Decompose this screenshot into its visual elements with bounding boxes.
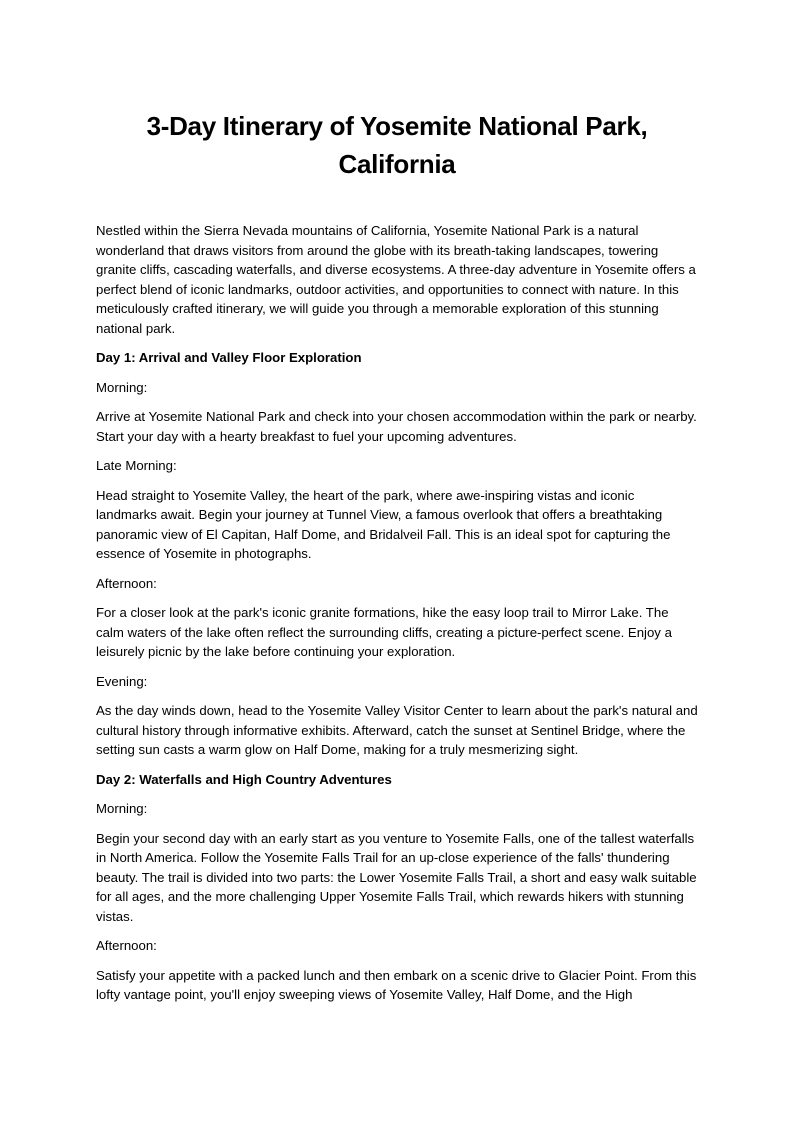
title-line-2: California bbox=[338, 149, 456, 179]
day1-morning-text: Arrive at Yosemite National Park and check into your chosen accommodation within the park or nearby. Start your day with a hearty breakfast to fuel your upcoming adventures. bbox=[96, 409, 697, 444]
day1-afternoon-text: For a closer look at the park's iconic granite formations, hike the easy loop trail to Mirror Lake. The calm waters of the lake often reflect the surrounding cliffs, creating a picture-perfect scene. Enjoy a leisurely picnic by the lake before continuing your exploration. bbox=[96, 605, 672, 659]
document-page bbox=[96, 0, 698, 1015]
day2-afternoon-label: Afternoon: bbox=[96, 938, 157, 953]
day1-morning-label: Morning: bbox=[96, 379, 148, 395]
day1-late-morning-label: Late Morning: bbox=[96, 458, 177, 473]
intro-paragraph: Nestled within the Sierra Nevada mountains of California, Yosemite National Park is a natural wonderland that draws visitors from around the globe with its breath-taking landscapes, towering granite cliffs, cascading waterfalls, and diverse ecosystems. A three-day adventure in Yosemite offers a perfect blend of iconic landmarks, outdoor activities, and opportunities to connect with nature. In this meticulously crafted itinerary, we will guide you through a memorable exploration of this stunning national park. bbox=[96, 223, 696, 336]
day1-evening-label: Evening: bbox=[96, 673, 148, 689]
day2-heading: Day 2: Waterfalls and High Country Adventures bbox=[96, 771, 392, 787]
day1-afternoon-label: Afternoon: bbox=[96, 575, 157, 591]
page-title bbox=[96, 0, 698, 183]
day2-afternoon-text: Satisfy your appetite with a packed lunch and then embark on a scenic drive to Glacier Point. From this lofty vantage point, you'll enjoy sweeping views of Yosemite Valley, Half Dome, and the High bbox=[96, 967, 697, 1002]
title-line-1: 3-Day Itinerary of Yosemite National Park, bbox=[146, 111, 648, 141]
document-body bbox=[96, 221, 698, 1005]
day2-morning-text: Begin your second day with an early start as you venture to Yosemite Falls, one of the tallest waterfalls in North America. Follow the Yosemite Falls Trail for an up-close experience of the falls' thundering beauty. The trail is divided into two parts: the Lower Yosemite Falls Trail, a short and easy walk suitable for all ages, and the more challenging Upper Yosemite Falls Trail, which rewards hikers with stunning vistas. bbox=[96, 830, 697, 924]
day1-late-morning-text: Head straight to Yosemite Valley, the heart of the park, where awe-inspiring vistas and iconic landmarks await. Begin your journey at Tunnel View, a famous overlook that offers a breathtaking panoramic view of El Capitan, Half Dome, and Bridalveil Fall. This is an ideal spot for capturing the essence of Yosemite in photographs. bbox=[96, 487, 671, 561]
day1-evening-text: As the day winds down, head to the Yosemite Valley Visitor Center to learn about the park's natural and cultural history through informative exhibits. Afterward, catch the sunset at Sentinel Bridge, where the setting sun casts a warm glow on Half Dome, making for a truly mesmerizing sight. bbox=[96, 703, 698, 757]
day1-heading: Day 1: Arrival and Valley Floor Exploration bbox=[96, 350, 362, 365]
day2-morning-label: Morning: bbox=[96, 801, 148, 816]
